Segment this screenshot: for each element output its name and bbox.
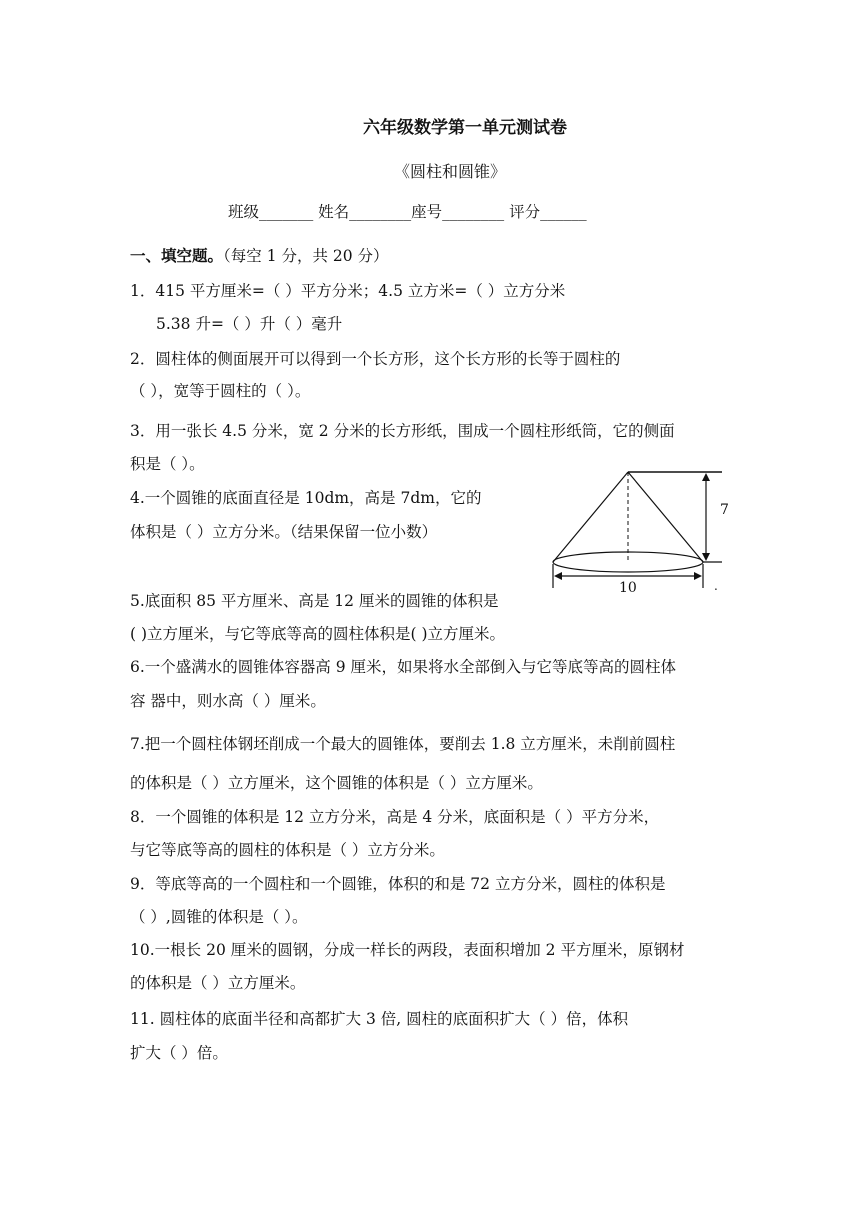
diameter-label: 10 <box>619 580 637 594</box>
figure-dot: . <box>714 579 718 593</box>
cone-right-side <box>628 472 703 562</box>
question-2-line-1: 2．圆柱体的侧面展开可以得到一个长方形，这个长方形的长等于圆柱的 <box>130 350 621 368</box>
cone-left-side <box>553 472 628 562</box>
question-7-line-1: 7.把一个圆柱体钢坯削成一个最大的圆锥体，要削去 1.8 立方厘米，未削前圆柱 <box>130 735 676 753</box>
page-title: 六年级数学第一单元测试卷 <box>363 118 567 138</box>
section-title: 一、填空题。 <box>130 246 224 265</box>
page-subtitle: 《圆柱和圆锥》 <box>394 162 507 181</box>
question-9-line-2: （ ）,圆锥的体积是（ ）。 <box>130 908 308 926</box>
question-4-line-1: 4.一个圆锥的底面直径是 10dm，高是 7dm，它的 <box>130 489 482 507</box>
diameter-arrow-left <box>554 572 562 580</box>
question-11-line-2: 扩大（ ）倍。 <box>130 1044 228 1062</box>
question-8-line-2: 与它等底等高的圆柱的体积是（ ）立方分米。 <box>130 841 445 859</box>
question-3-line-2: 积是（ ）。 <box>130 455 205 473</box>
height-arrow-down <box>702 553 710 561</box>
question-8-line-1: 8．一个圆锥的体积是 12 立方分米，高是 4 分米，底面积是（ ）平方分米， <box>130 808 660 826</box>
question-10-line-2: 的体积是（ ）立方厘米。 <box>130 974 306 992</box>
question-2-line-2: （ ），宽等于圆柱的（ ）。 <box>130 382 311 400</box>
cone-diagram <box>548 466 738 594</box>
height-label: 7 <box>720 502 729 518</box>
question-10-line-1: 10.一根长 20 厘米的圆钢，分成一样长的两段，表面积增加 2 平方厘米，原钢材 <box>130 941 685 959</box>
height-arrow-up <box>702 473 710 481</box>
question-9-line-1: 9．等底等高的一个圆柱和一个圆锥，体积的和是 72 立方分米，圆柱的体积是 <box>130 875 666 893</box>
question-11-line-1: 11. 圆柱体的底面半径和高都扩大 3 倍, 圆柱的底面积扩大（ ）倍，体积 <box>130 1010 629 1028</box>
question-3-line-1: 3．用一张长 4.5 分米，宽 2 分米的长方形纸，围成一个圆柱形纸筒，它的侧面 <box>130 422 675 440</box>
question-4-line-2: 体积是（ ）立方分米。（结果保留一位小数） <box>130 523 438 541</box>
student-info-line: 班级_______ 姓名________座号________ 评分______ <box>228 203 587 221</box>
section-note: （每空 1 分，共 20 分） <box>223 247 389 265</box>
question-5-line-2: ( )立方厘米，与它等底等高的圆柱体积是( )立方厘米。 <box>130 625 506 643</box>
section-heading <box>130 246 389 266</box>
question-6-line-1: 6.一个盛满水的圆锥体容器高 9 厘米，如果将水全部倒入与它等底等高的圆柱体 <box>130 658 677 676</box>
question-1-line-1: 1．415 平方厘米=（ ）平方分米；4.5 立方米=（ ）立方分米 <box>130 282 566 300</box>
question-1-line-2: 5.38 升=（ ）升（ ）毫升 <box>156 315 343 333</box>
question-6-line-2: 容 器中，则水高（ ）厘米。 <box>130 692 326 710</box>
question-7-line-2: 的体积是（ ）立方厘米，这个圆锥的体积是（ ）立方厘米。 <box>130 774 543 792</box>
question-5-line-1: 5.底面积 85 平方厘米、高是 12 厘米的圆锥的体积是 <box>130 592 499 610</box>
diameter-arrow-right <box>694 572 702 580</box>
